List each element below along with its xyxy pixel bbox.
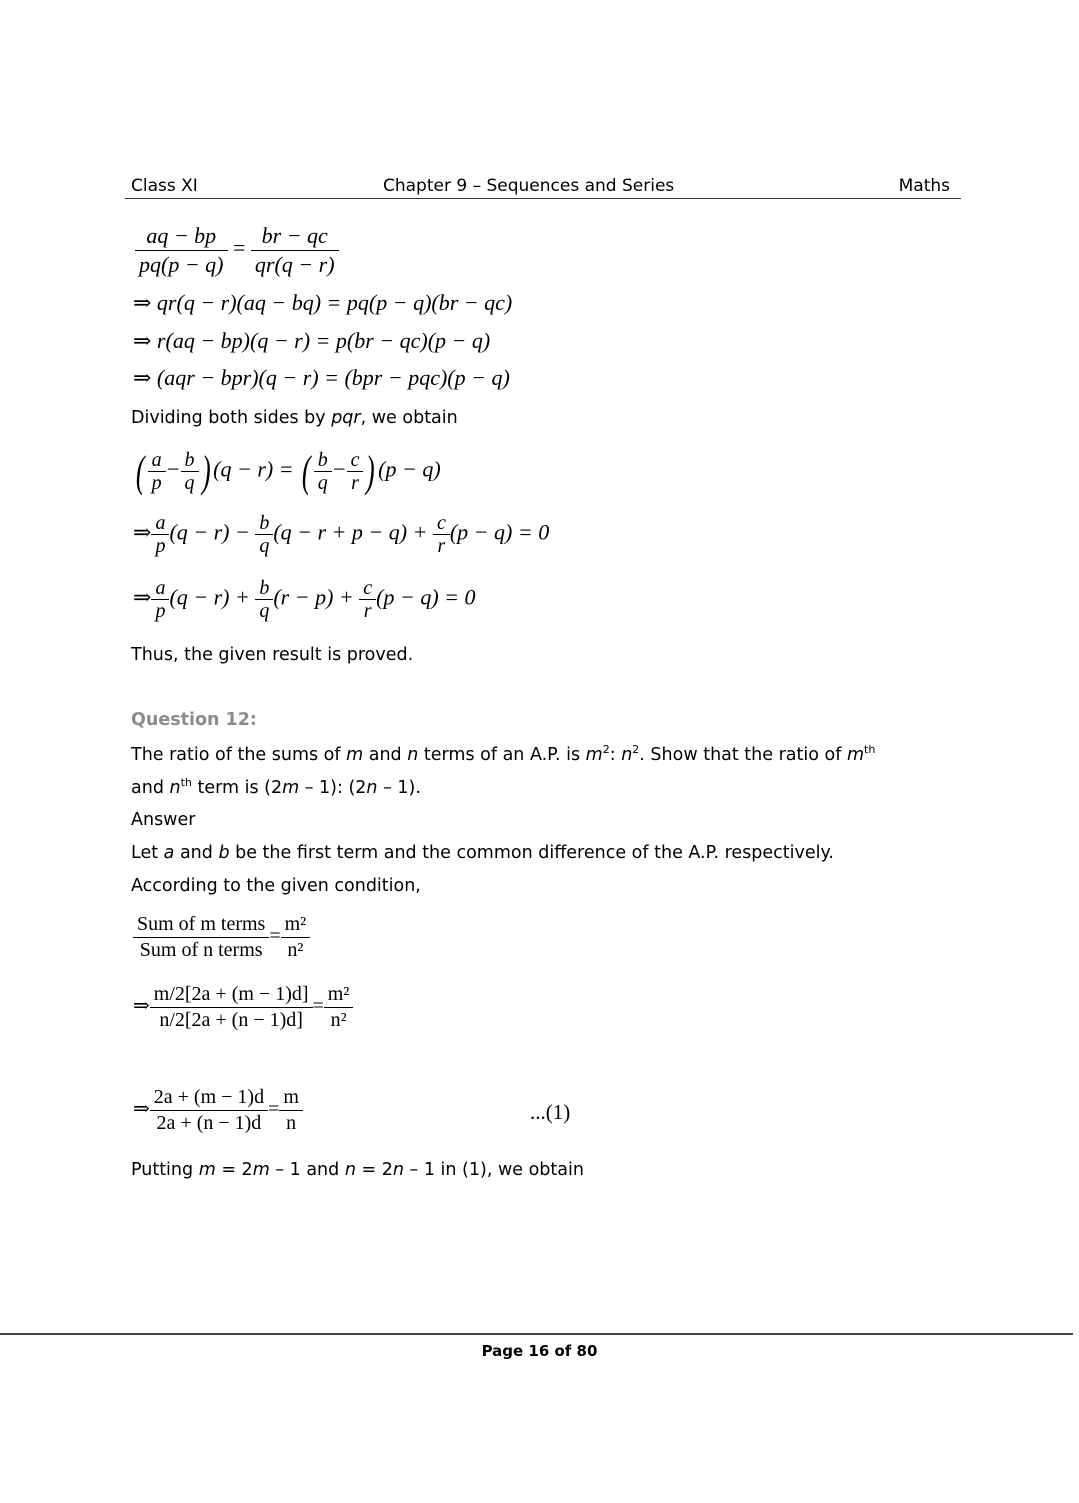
equation-8: $\frac{\text{Sum of m terms}}{\text{Sum of n terms}}$ = $\frac{\text{m²}}{\text{n²}}$: [133, 912, 310, 963]
page-number: Page 16 of 80: [481, 1342, 598, 1360]
putting-text: Putting m = 2m – 1 and n = 2n – 1 in (1), we obtain: [131, 1160, 584, 1180]
answer-label: Answer: [131, 810, 196, 830]
equation-tag-1: ...(1): [530, 1100, 571, 1124]
equation-3: ⇒ r(aq − bp)(q − r) = p(br − qc)(p − q): [133, 328, 491, 353]
equation-2: ⇒ qr(q − r)(aq − bq) = pq(p − q)(br − qc): [133, 290, 513, 315]
question-title: Question 12:: [131, 710, 257, 730]
answer-let-text: Let a and b be the first term and the common difference of the A.P. respectively.: [131, 843, 834, 863]
footer-divider: [0, 1333, 1073, 1335]
question-line-2: and $n^{th}$ term is (2m – 1): (2n – 1).: [131, 776, 421, 798]
equation-6: ⇒ $\frac{a}{p}$ (q − r) − $\frac{b}{q}$ (q − r + p − q) + $\frac{c}{r}$ (p − q) = 0: [133, 512, 550, 557]
header-chapter: Chapter 9 – Sequences and Series: [383, 176, 675, 196]
equation-5: ( $\frac{a}{p}$ − $\frac{b}{q}$ ) (q − r) = ( $\frac{b}{q}$ − $\frac{c}{r}$ ) (p − q): [135, 447, 441, 496]
equation-4: ⇒ (aqr − bpr)(q − r) = (bpr − pqc)(p − q): [133, 365, 510, 390]
equation-7: ⇒ $\frac{a}{p}$ (q − r) + $\frac{b}{q}$ (r − p) + $\frac{c}{r}$ (p − q) = 0: [133, 577, 476, 622]
header-subject: Maths: [898, 176, 950, 196]
conclusion-text: Thus, the given result is proved.: [131, 645, 414, 665]
equation-9: ⇒ $\frac{m/2[2a + (m - 1)d]}{n/2[2a + (n - 1)d]}$ = $\frac{\text{m²}}{\text{n²}}$: [133, 982, 353, 1033]
page-header: [125, 176, 961, 199]
question-line-1: The ratio of the sums of m and n terms of an A.P. is $m^2$: $n^2$. Show that the ratio of $m^{th}$: [131, 743, 876, 765]
equation-1: $\frac{aq - bp}{pq(p - q)}$ = $\frac{br - qc}{qr(q - r)}$: [135, 222, 339, 278]
dividing-text: Dividing both sides by pqr, we obtain: [131, 408, 458, 428]
equation-10: ⇒ $\frac{2a + (m - 1)d}{2a + (n - 1)d}$ = $\frac{m}{n}$: [133, 1085, 303, 1136]
header-class: Class XI: [131, 176, 198, 196]
answer-according-text: According to the given condition,: [131, 876, 421, 896]
